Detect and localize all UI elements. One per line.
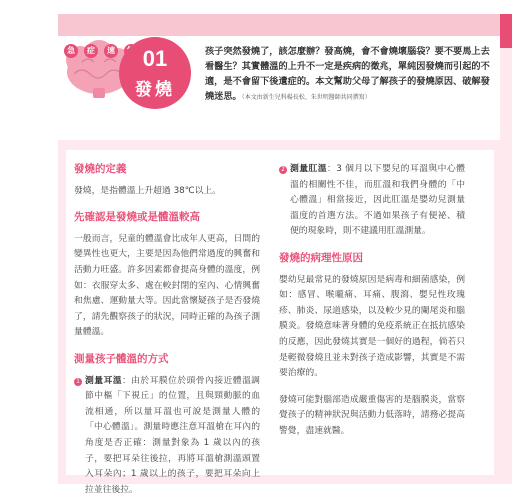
section-tab bbox=[500, 14, 512, 48]
definition-text: 發燒，是指體溫上升超過 38℃以上。 bbox=[74, 185, 222, 196]
item-text: ：由於耳膜位於頭骨內接近體溫調節中樞「下視丘」的位置，且與頸動脈的血流相通，所以量耳溫也可說是測量人體的「中心體溫」。測量時應注意耳溫槍在耳內的角度是否正確：測量對象為 1 歲以內的孩子，要把耳朵往後拉，再將耳溫槍測溫頭置入耳朵內；1 歲以上的孩子，要把耳朵向上拉並往後拉。 bbox=[85, 375, 260, 495]
item-heading: 測量耳溫 bbox=[85, 375, 122, 386]
item-heading: 測量肛溫 bbox=[290, 164, 328, 174]
top-band bbox=[58, 14, 512, 36]
left-column bbox=[74, 162, 260, 498]
intro-text: 孩子突然發燒了，該怎麼辦？發高燒，會不會燒壞腦袋？要不要馬上去看醫生？其實體溫的上升不一定是疾病的徵兆，單純因發燒而引起的不適，是不會留下後遺症的。本文幫助父母了解孩子的發燒原因、破解發燒迷思。 bbox=[205, 46, 490, 102]
section-title-pathology: 發燒的病理性原因 bbox=[279, 251, 363, 264]
intro-note: （本文由新生兒科楊長松、朱世明醫師共同撰寫） bbox=[241, 94, 371, 101]
item-text: ：3 個月以下嬰兒的耳溫與中心體溫的相關性不佳，而肛溫和我們身體的「中心體溫」相當接近，因此肛溫是嬰幼兒測量溫度的首選方法。不過如果孩子有便祕、積便的現象時，則不建議用肛溫測量。 bbox=[290, 164, 465, 237]
badge-char: 速 bbox=[104, 44, 118, 58]
section-title-confirm: 先確認是發燒或是體溫較高 bbox=[74, 211, 200, 224]
intro-paragraph bbox=[205, 44, 495, 105]
list-item bbox=[74, 374, 260, 499]
number-bullet: 1 bbox=[74, 378, 82, 386]
right-column bbox=[279, 162, 465, 440]
pathology-warning: 發燒可能對腦部造成嚴重傷害的是腦膜炎，當察覺孩子的精神狀況與活動力低落時，請務必提高警覺，盡速就醫。 bbox=[279, 394, 465, 436]
section-title-measure: 測量孩子體溫的方式 bbox=[74, 352, 169, 365]
title-badge bbox=[119, 37, 191, 109]
chapter-title: 發燒 bbox=[135, 80, 175, 100]
number-bullet: 2 bbox=[279, 166, 287, 174]
confirm-text: 一般而言，兒童的體溫會比成年人更高，日間的變異性也更大，主要是因為他們常過度的興奮和活動力旺盛。許多因素都會提高身體的溫度，例如：衣服穿太多、處在較封閉的室內、心情興奮和焦慮、運動量大等。因此當懷疑孩子是否發燒了，請先觀察孩子的狀況，同時正確的為孩子測量體溫。 bbox=[74, 233, 260, 338]
chapter-number: 01 bbox=[142, 46, 168, 71]
list-item bbox=[279, 162, 465, 240]
badge-char: 症 bbox=[84, 44, 98, 58]
section-title-definition: 發燒的定義 bbox=[74, 163, 127, 175]
badge-char: 急 bbox=[64, 44, 78, 58]
pathology-text: 嬰幼兒最常見的發燒原因是病毒和細菌感染，例如：感冒、喉嚨痛、耳痛、腹瀉、嬰兒性玫瑰疹、肺炎、尿道感染，以及較少見的闌尾炎和腦膜炎。發燒意味著身體的免疫系統正在抵抗感染的反應，因此發燒其實是一個好的過程，倘若只是輕微發燒且並未對孩子造成影響，其實是不需要治療的。 bbox=[279, 274, 465, 379]
